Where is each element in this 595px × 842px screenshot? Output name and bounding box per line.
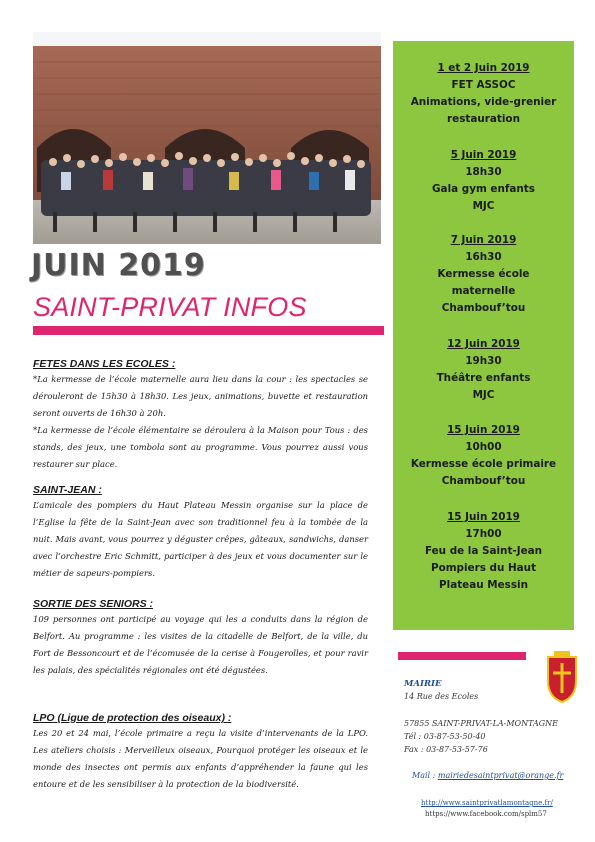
event-line: 19h30 — [465, 355, 502, 367]
mail-label: Mail : — [412, 771, 438, 780]
section-heading: SAINT-JEAN : — [33, 484, 102, 496]
section-sortie-seniors — [33, 597, 368, 679]
event-date: 12 Juin 2019 — [447, 338, 520, 350]
page-title: SAINT-PRIVAT INFOS — [33, 292, 307, 322]
mairie-city: 57855 SAINT-PRIVAT-LA-MONTAGNE — [404, 719, 559, 728]
event-line: Gala gym enfants — [432, 183, 535, 195]
agenda-event — [393, 232, 574, 317]
facebook-link[interactable]: https://www.facebook.com/splm57 — [425, 810, 547, 818]
group-photo — [33, 32, 381, 244]
event-line: restauration — [447, 113, 520, 125]
event-line: 16h30 — [465, 251, 502, 263]
event-line: Chambouf’tou — [441, 475, 526, 487]
event-date: 5 Juin 2019 — [450, 149, 517, 161]
event-line: Plateau Messin — [439, 579, 528, 591]
mairie-accent-bar — [398, 652, 526, 660]
mairie-fax: Fax : 03-87-53-57-76 — [404, 745, 488, 754]
event-line: MJC — [472, 389, 495, 401]
mairie-street: 14 Rue des Ecoles — [404, 692, 479, 701]
event-date: 7 Juin 2019 — [450, 234, 517, 246]
section-paragraph: Les 20 et 24 mai, l’école primaire a reçu la visite d’intervenants de la LPO. Les ateliers choisis : Merveilleux oiseaux, Pourquoi protéger les oiseaux et le monde des insectes ont permis aux enfants d’appréhender la faune qui les entoure et de les sensibiliser à la protection de la biodiversité. — [33, 728, 368, 789]
agenda-event — [393, 422, 574, 490]
event-line: Pompiers du Haut — [430, 562, 537, 574]
section-paragraph: *La kermesse de l’école élémentaire se déroulera à la Maison pour Tous : des stands, des jeux, une tombola sont au programme. Vous pourrez aussi vous restaurer sur place. — [33, 425, 368, 469]
section-saint-jean — [33, 483, 368, 582]
event-line: Théâtre enfants — [436, 372, 531, 384]
month-heading: JUIN 2019 — [31, 248, 206, 283]
section-paragraph: 109 personnes ont participé au voyage qui les a conduits dans la région de Belfort. Au programme : les visites de la citadelle de Belfort, de la ville, du Fort de Bessoncourt et de l’écomusée de la cerise à Fougerolles, et pour ravir les palais, des spécialités régionales ont été dégustées. — [33, 614, 368, 675]
event-date: 15 Juin 2019 — [447, 424, 520, 436]
event-line: Chambouf’tou — [441, 302, 526, 314]
event-line: 17h00 — [465, 528, 502, 540]
agenda-event — [393, 509, 574, 594]
mairie-tel: Tél : 03-87-53-50-40 — [404, 732, 486, 741]
event-date: 15 Juin 2019 — [447, 511, 520, 523]
event-date: 1 et 2 Juin 2019 — [437, 62, 530, 74]
section-fetes-ecoles — [33, 357, 368, 473]
event-line: Kermesse école — [437, 268, 530, 280]
section-lpo — [33, 711, 368, 793]
agenda-event — [393, 60, 574, 128]
mairie-mail-line — [412, 771, 563, 780]
section-paragraph: L’amicale des pompiers du Haut Plateau Messin organise sur la place de l’Eglise la fête de la Saint-Jean avec son traditionnel feu à la tombée de la nuit. Mais avant, vous pourrez y déguster crêpes, gâteaux, sandwichs, danser avec l’orchestre Eric Schmitt, participer à des jeux et vous documenter sur le métier de sapeurs-pompiers. — [33, 500, 368, 578]
title-underline-bar — [33, 326, 384, 335]
event-line: maternelle — [451, 285, 516, 297]
section-paragraph: *La kermesse de l’école maternelle aura lieu dans la cour : les spectacles se dérouleront de 15h30 à 18h30. Les jeux, animations, buvette et restauration seront ouverts de 16h30 à 20h. — [33, 374, 368, 418]
mail-link[interactable]: mairiedesaintprivat@orange.fr — [437, 771, 564, 780]
agenda-event — [393, 336, 574, 404]
event-line: MJC — [472, 200, 495, 212]
coat-of-arms-icon — [546, 651, 578, 703]
mairie-label: MAIRIE — [404, 679, 442, 689]
section-heading: FETES DANS LES ECOLES : — [33, 358, 176, 370]
event-line: Kermesse école primaire — [410, 458, 557, 470]
event-line: 18h30 — [465, 166, 502, 178]
section-heading: SORTIE DES SENIORS : — [33, 598, 153, 610]
section-heading: LPO (Ligue de protection des oiseaux) : — [33, 712, 232, 724]
agenda-event — [393, 147, 574, 215]
event-line: Animations, vide-grenier — [410, 96, 557, 108]
event-line: FET ASSOC — [451, 79, 516, 91]
event-line: Feu de la Saint-Jean — [424, 545, 543, 557]
website-link[interactable]: http://www.saintprivatlamontagne.fr/ — [421, 799, 553, 807]
event-line: 10h00 — [465, 441, 502, 453]
